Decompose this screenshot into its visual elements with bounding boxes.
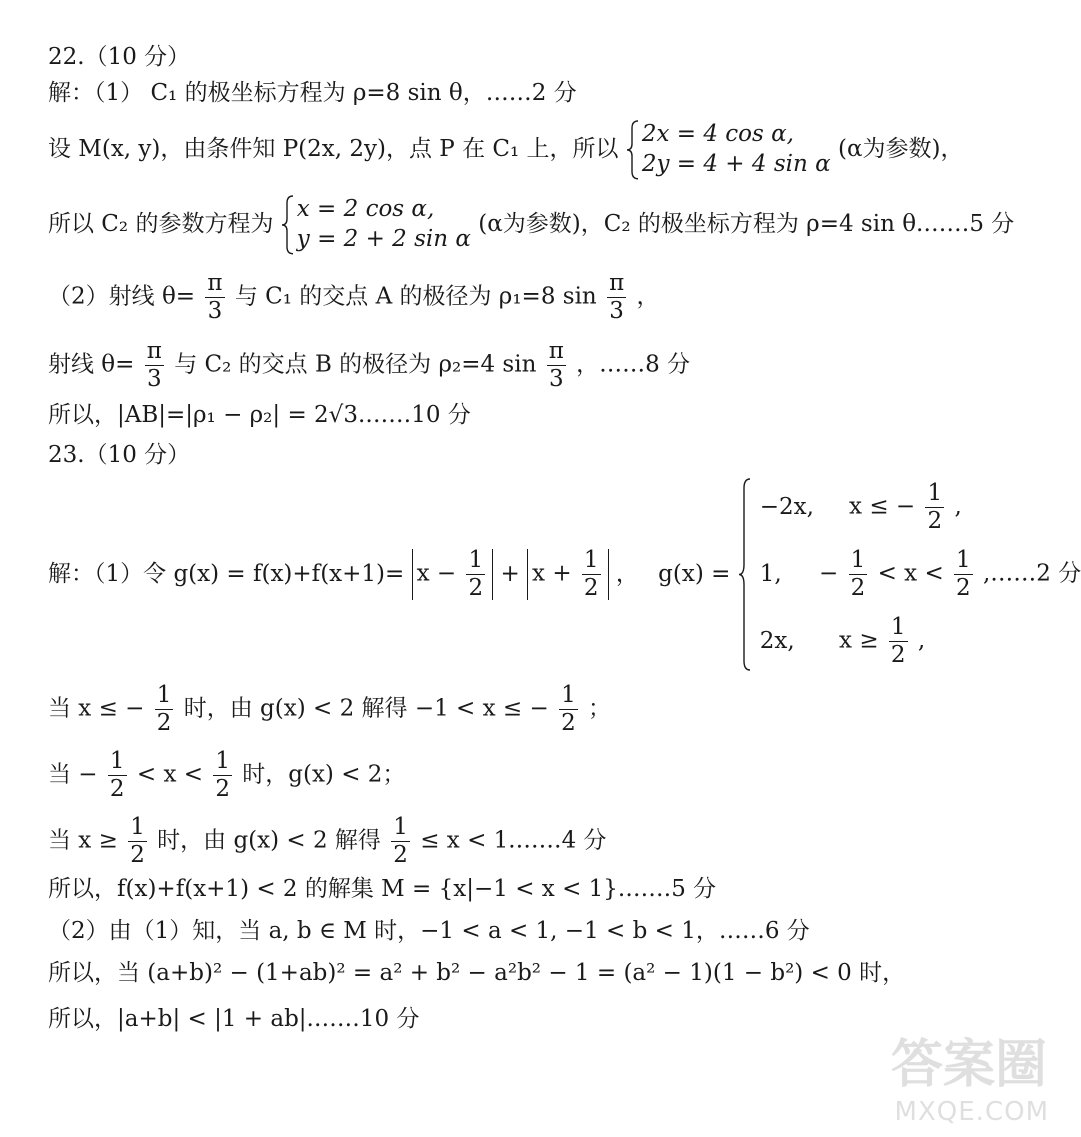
frac-den: 2 <box>393 842 408 868</box>
frac-num: 1 <box>561 682 576 708</box>
frac-num: 1 <box>468 547 484 573</box>
frac-num: 1 <box>215 748 230 774</box>
watermark-logo <box>865 1035 1055 1131</box>
l1-c: ； <box>588 695 612 722</box>
q23-case-line-3 <box>48 816 607 867</box>
frac-den: 3 <box>548 366 564 392</box>
q22-c2-line <box>48 195 1014 255</box>
piecewise-system <box>738 478 1081 671</box>
q23-result-line: 所以，|a+b| < |1 + ab|.……10 分 <box>48 1006 420 1032</box>
case-row-3 <box>760 616 1081 667</box>
frac-den: 2 <box>130 842 145 868</box>
case2-cond: < x < <box>877 560 944 587</box>
l3-a: 当 x ≥ <box>48 827 118 854</box>
left-brace-icon <box>281 195 295 255</box>
l2-a: 当 − <box>48 761 98 788</box>
frac-num: 1 <box>156 682 172 708</box>
case-row-1 <box>760 482 1081 533</box>
abs-x-minus-half <box>412 549 494 600</box>
frac-den: 2 <box>850 575 866 601</box>
frac-den: 2 <box>956 575 971 601</box>
q22-param-row2: 2y = 4 + 4 sin α <box>641 150 831 177</box>
abs2-text: x + <box>532 560 572 587</box>
frac-den: 2 <box>561 710 576 736</box>
l3-b: 时，由 g(x) < 2 解得 <box>157 827 381 854</box>
q22-part2-a: （2）射线 θ= <box>48 283 196 310</box>
case3-cond: x ≥ <box>839 627 879 654</box>
fraction-one-half <box>108 750 127 801</box>
fraction-one-half <box>925 482 944 533</box>
frac-den: 2 <box>468 575 484 601</box>
fraction-one-half <box>889 616 908 667</box>
fraction-one-half <box>128 816 147 867</box>
q22-param-prefix: 设 M(x, y)，由条件知 P(2x, 2y)，点 P 在 C₁ 上，所以 <box>48 135 619 162</box>
frac-num: 1 <box>890 614 906 640</box>
q22-param-suffix: (α为参数)， <box>837 135 964 162</box>
watermark-main: 答案圈 <box>890 1035 1047 1095</box>
frac-num: 1 <box>130 814 145 840</box>
abs-x-plus-half <box>527 549 609 600</box>
q23-case-line-2 <box>48 750 405 801</box>
q22-c2-prefix: 所以 C₂ 的参数方程为 <box>48 210 274 237</box>
frac-num: 1 <box>927 480 943 506</box>
q23-part2-line: （2）由（1）知，当 a, b ∈ M 时，−1 < a < 1, −1 < b < 1，……6 分 <box>48 918 810 944</box>
q22-result-line: 所以，|AB|=|ρ₁ − ρ₂| = 2√3.……10 分 <box>48 402 471 428</box>
q23-header: 23.（10 分） <box>48 442 191 468</box>
left-brace-icon <box>738 478 752 671</box>
q22-part2-e: 与 C₂ 的交点 B 的极径为 ρ₂=4 sin <box>174 351 537 378</box>
frac-den: 2 <box>890 642 906 668</box>
frac-num: 1 <box>583 547 599 573</box>
frac-num: π <box>207 270 223 296</box>
gx-label: g(x) = <box>658 561 731 587</box>
frac-num: π <box>548 338 564 364</box>
q22-c2-system <box>281 195 471 255</box>
frac-den: 3 <box>146 366 162 392</box>
q23-part1-line <box>48 478 1081 671</box>
fraction-pi-over-3 <box>607 272 626 323</box>
l2-c: 时，g(x) < 2； <box>242 761 406 788</box>
frac-num: 1 <box>109 748 125 774</box>
case2-end: ,……2 分 <box>982 560 1081 587</box>
fraction-one-half <box>582 549 601 600</box>
q22-part1-line <box>48 82 577 105</box>
q22-param-line <box>48 120 963 180</box>
case2-value: 1, <box>759 560 782 587</box>
fraction-one-half <box>559 684 578 735</box>
fraction-one-half <box>213 750 232 801</box>
q22-part2-line1 <box>48 272 660 323</box>
frac-den: 3 <box>207 298 223 324</box>
case1-value: −2x, <box>759 493 814 520</box>
q22-part2-f: ，……8 分 <box>576 351 691 378</box>
l2-b: < x < <box>136 761 203 788</box>
q22-part2-b: 与 C₁ 的交点 A 的极径为 ρ₁=8 sin <box>234 283 597 310</box>
q22-part2-c: ， <box>636 283 660 310</box>
watermark-sub: MXQE.COM <box>894 1097 1049 1127</box>
case2-neg: − <box>819 560 839 587</box>
q22-part2-line2 <box>48 340 690 391</box>
fraction-pi-over-3 <box>547 340 566 391</box>
q22-part1-prefix: 解：（1） <box>48 80 144 106</box>
fraction-pi-over-3 <box>205 272 224 323</box>
frac-den: 2 <box>583 575 599 601</box>
case3-end: , <box>917 627 926 654</box>
l1-a: 当 x ≤ − <box>48 695 145 722</box>
q23-part1-prefix: 解：（1）令 g(x) = f(x)+f(x+1)= <box>48 561 405 587</box>
q23-identity-line: 所以，当 (a+b)² − (1+ab)² = a² + b² − a²b² − 1 = (a² − 1)(1 − b²) < 0 时， <box>48 960 906 986</box>
q22-c2-row1: x = 2 cos α, <box>296 196 435 222</box>
comma: ， <box>615 561 639 587</box>
fraction-one-half <box>954 549 973 600</box>
frac-num: 1 <box>850 547 866 573</box>
frac-den: 3 <box>609 298 624 324</box>
q22-c2-row2: y = 2 + 2 sin α <box>296 225 471 252</box>
q22-part2-d: 射线 θ= <box>48 351 135 378</box>
frac-den: 2 <box>927 508 943 534</box>
fraction-pi-over-3 <box>145 340 164 391</box>
l3-c: ≤ x < 1.……4 分 <box>420 827 607 854</box>
frac-num: π <box>146 338 162 364</box>
q23-case-line-1 <box>48 684 611 735</box>
fraction-one-half <box>466 549 485 600</box>
case3-value: 2x, <box>759 627 795 654</box>
left-brace-icon <box>626 120 640 180</box>
plus-sign: + <box>500 561 520 587</box>
q22-part1-text: C₁ 的极坐标方程为 ρ=8 sin θ，……2 分 <box>150 80 577 106</box>
case1-end: , <box>954 493 962 520</box>
frac-den: 2 <box>215 776 230 802</box>
frac-den: 2 <box>109 776 125 802</box>
l1-b: 时，由 g(x) < 2 解得 −1 < x ≤ − <box>183 695 549 722</box>
q22-param-system <box>626 120 831 180</box>
q22-c2-suffix: (α为参数)，C₂ 的极坐标方程为 ρ=4 sin θ.……5 分 <box>478 210 1015 237</box>
q22-param-row1: 2x = 4 cos α, <box>641 121 794 147</box>
frac-num: π <box>609 270 625 296</box>
case-row-2 <box>760 549 1081 600</box>
fraction-one-half <box>391 816 410 867</box>
frac-num: 1 <box>956 547 971 573</box>
fraction-one-half <box>155 684 174 735</box>
case1-cond: x ≤ − <box>849 493 916 520</box>
q23-solution-set-line: 所以，f(x)+f(x+1) < 2 的解集 M = {x|−1 < x < 1}.……5 分 <box>48 876 717 902</box>
abs1-text: x − <box>416 560 457 587</box>
q22-header: 22.（10 分） <box>48 44 191 70</box>
fraction-one-half <box>849 549 868 600</box>
frac-den: 2 <box>156 710 172 736</box>
frac-num: 1 <box>393 814 408 840</box>
